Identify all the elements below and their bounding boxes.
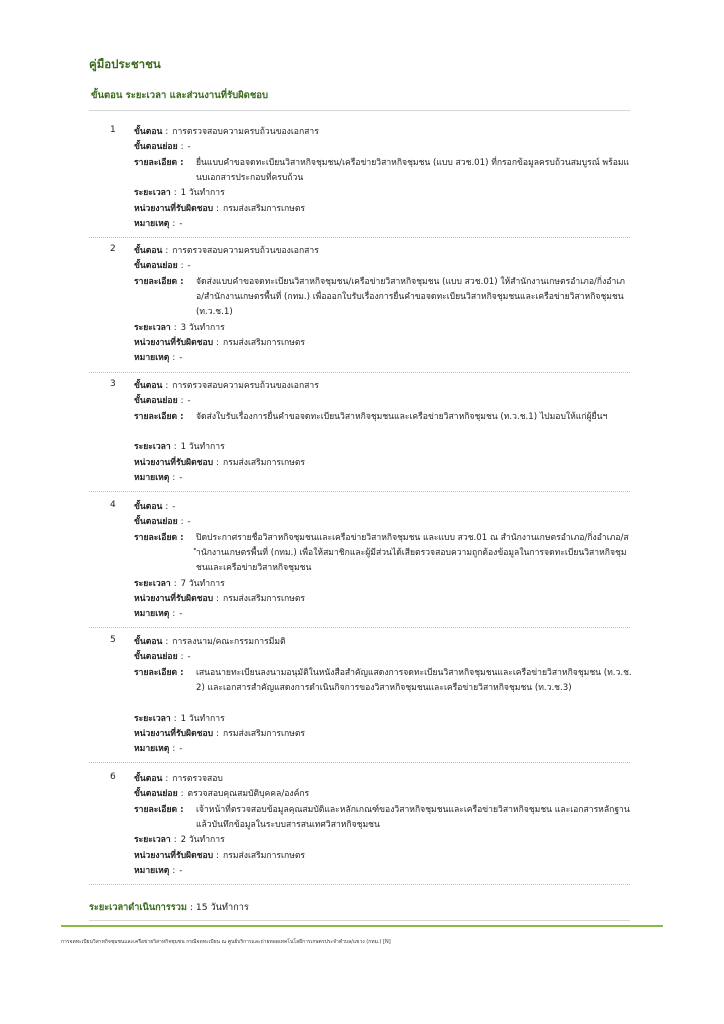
step-note-label: หมายเหตุ xyxy=(134,609,170,620)
step-title-value: การตรวจสอบ xyxy=(172,774,223,784)
step-agency-value: กรมส่งเสริมการเกษตร xyxy=(223,203,306,214)
step-note-value: - xyxy=(179,353,183,364)
section-title: ขั้นตอน ระยะเวลา และส่วนงานที่รับผิดชอบ xyxy=(91,90,269,101)
total-divider xyxy=(89,920,630,921)
step-note-label: หมายเหตุ xyxy=(134,865,170,876)
step-note-separator: : xyxy=(172,744,176,755)
step-duration-value: 1 วันทำการ xyxy=(180,188,225,199)
step-divider xyxy=(89,627,630,628)
step-title xyxy=(134,500,175,515)
step-duration-separator: : xyxy=(173,835,177,846)
step-note-separator: : xyxy=(172,472,176,483)
step-detail-separator: : xyxy=(180,532,184,543)
step-title-separator: : xyxy=(165,246,169,256)
step-title-separator: : xyxy=(165,381,169,391)
step-title-value: การตรวจสอบความครบถ้วนของเอกสาร xyxy=(172,381,319,391)
step-detail-value: ปิดประกาศรายชื่อวิสาหกิจชุมชนและเครือข่ายวิสาหกิจชุมชน และแบบ สวช.01 ณ สำนักงานเกษตรอำเภอ/กิ่งอำเภอ/สำนักงานเกษตรพื้นที่ (กทม.) เพื่อให้สมาชิกและผู้มีส่วนได้เสียตรวจสอบความถูกต้องข้อมูลในการจดทะเบียนวิสาหกิจชุมชนและเครือข่ายวิสาหกิจชุมชน xyxy=(196,532,629,573)
step-agency-label: หน่วยงานที่รับผิดชอบ xyxy=(134,457,214,468)
step-duration-value: 7 วันทำการ xyxy=(180,578,225,589)
step-substep-separator: : xyxy=(180,517,184,528)
step-divider xyxy=(89,491,630,492)
step-duration-label: ระยะเวลา xyxy=(134,578,171,589)
step-substep xyxy=(134,787,309,802)
step-agency-value: กรมส่งเสริมการเกษตร xyxy=(223,593,306,604)
step-duration-value: 1 วันทำการ xyxy=(180,442,225,453)
step-substep-value: - xyxy=(187,517,191,528)
step-detail-value: จัดส่งแบบคำขอจดทะเบียนวิสาหกิจชุมชน/เครือข่ายวิสาหกิจชุมชน (แบบ สวช.01) ให้สำนักงานเกษตรอำเภอ/กิ่งอำเภอ/สำนักงานเกษตรพื้นที่ (กทม.) เพื่อออกใบรับเรื่องการยื่นคำขอจดทะเบียนวิสาหกิจชุมชนและเครือข่ายวิสาหกิจชุมชน (ท.ว.ช.1) xyxy=(196,276,625,317)
step-note-label: หมายเหตุ xyxy=(134,218,170,229)
step-agency xyxy=(134,336,305,351)
step-agency-value: กรมส่งเสริมการเกษตร xyxy=(223,728,306,739)
step-detail-label xyxy=(134,666,184,681)
step-agency-separator: : xyxy=(216,728,220,739)
step-note-separator: : xyxy=(172,218,176,229)
step-duration-value: 3 วันทำการ xyxy=(180,322,225,333)
step-note-value: - xyxy=(179,865,183,876)
step-substep-value: - xyxy=(187,261,191,272)
footer-text: การจดทะเบียนวิสาหกิจชุมชนและเครือข่ายวิสาหกิจชุมชน กรณีจดทะเบียน ณ ศูนย์บริการและถ่ายทอดเทคโนโลยีการเกษตรประจำตำบล/แขวง (กทม.) [N] xyxy=(61,939,391,945)
step-detail-label-text: รายละเอียด xyxy=(134,157,178,168)
step-agency-value: กรมส่งเสริมการเกษตร xyxy=(223,457,306,468)
step-title-separator: : xyxy=(165,637,169,647)
step-substep-value: ตรวจสอบคุณสมบัติบุคคล/องค์กร xyxy=(187,789,310,800)
step-agency-separator: : xyxy=(216,337,220,348)
step-note xyxy=(134,471,182,486)
step-title-separator: : xyxy=(165,127,169,137)
step-divider xyxy=(89,762,630,763)
step-substep-label: ขั้นตอนย่อย xyxy=(134,396,178,407)
step-substep xyxy=(134,394,191,409)
step-duration-value: 1 วันทำการ xyxy=(180,713,225,724)
step-agency-separator: : xyxy=(216,850,220,861)
step-divider xyxy=(89,372,630,373)
step-agency-separator: : xyxy=(216,593,220,604)
step-title-label: ขั้นตอน xyxy=(134,637,163,647)
step-title xyxy=(134,244,319,259)
step-substep-separator: : xyxy=(180,142,184,153)
step-duration xyxy=(134,577,225,592)
step-note-value: - xyxy=(179,609,183,620)
step-title xyxy=(134,635,286,650)
step-duration xyxy=(134,833,225,848)
step-detail-label-text: รายละเอียด xyxy=(134,804,178,815)
step-detail-label xyxy=(134,531,184,546)
step-number: 3 xyxy=(110,379,116,389)
manual-title: คู่มือประชาชน xyxy=(89,57,161,71)
step-note-value: - xyxy=(179,744,183,755)
step-title-label: ขั้นตอน xyxy=(134,774,163,784)
step-duration-value: 2 วันทำการ xyxy=(180,835,225,846)
step-detail-separator: : xyxy=(180,804,184,815)
step-substep xyxy=(134,515,191,530)
step-detail-label xyxy=(134,275,184,290)
step-duration-separator: : xyxy=(173,322,177,333)
section-divider xyxy=(89,110,630,111)
step-duration-label: ระยะเวลา xyxy=(134,442,171,453)
step-substep-value: - xyxy=(187,142,191,153)
step-substep-label: ขั้นตอนย่อย xyxy=(134,261,178,272)
step-duration xyxy=(134,186,225,201)
step-title xyxy=(134,772,223,787)
step-title-label: ขั้นตอน xyxy=(134,381,163,391)
step-substep xyxy=(134,140,191,155)
step-note-separator: : xyxy=(172,609,176,620)
step-note-separator: : xyxy=(172,353,176,364)
step-agency xyxy=(134,456,305,471)
step-duration-label: ระยะเวลา xyxy=(134,322,171,333)
step-duration-label: ระยะเวลา xyxy=(134,188,171,199)
step-title xyxy=(134,125,319,140)
footer-divider xyxy=(61,925,663,927)
step-note xyxy=(134,607,182,622)
step-title xyxy=(134,379,319,394)
step-duration xyxy=(134,712,225,727)
step-duration-separator: : xyxy=(173,442,177,453)
step-detail-label xyxy=(134,156,184,171)
total-duration-value: 15 วันทำการ xyxy=(195,902,249,913)
step-number: 4 xyxy=(110,500,116,510)
step-title-value: การลงนาม/คณะกรรมการมีมติ xyxy=(172,637,286,647)
step-detail-label-text: รายละเอียด xyxy=(134,276,178,287)
step-duration-separator: : xyxy=(173,578,177,589)
step-note-label: หมายเหตุ xyxy=(134,472,170,483)
step-note xyxy=(134,217,182,232)
step-note-separator: : xyxy=(172,865,176,876)
step-detail-value: เสนอนายทะเบียนลงนามอนุมัติในหนังสือสำคัญแสดงการจดทะเบียนวิสาหกิจชุมชนและเครือข่ายวิสาหกิจชุมชน (ท.ว.ช.2) และเอกสารสำคัญแสดงการดำเนินกิจการของวิสาหกิจชุมชนและเครือข่ายวิสาหกิจชุมชน (ท.ว.ช.3) xyxy=(196,667,632,693)
step-title-separator: : xyxy=(165,502,169,512)
step-divider xyxy=(89,237,630,238)
step-agency-separator: : xyxy=(216,457,220,468)
step-detail-value: ยื่นแบบคำขอจดทะเบียนวิสาหกิจชุมชน/เครือข่ายวิสาหกิจชุมชน (แบบ สวช.01) ที่กรอกข้อมูลครบถ้วนสมบูรณ์ พร้อมแนบเอกสารประกอบที่ครบถ้วน xyxy=(196,157,630,183)
step-detail-separator: : xyxy=(180,667,184,678)
step-substep-label: ขั้นตอนย่อย xyxy=(134,789,178,800)
step-note xyxy=(134,742,182,757)
step-note-value: - xyxy=(179,218,183,229)
step-substep-label: ขั้นตอนย่อย xyxy=(134,517,178,528)
step-duration xyxy=(134,321,225,336)
step-divider xyxy=(89,884,630,885)
step-note xyxy=(134,351,182,366)
step-detail-separator: : xyxy=(180,276,184,287)
step-duration-label: ระยะเวลา xyxy=(134,835,171,846)
step-note-value: - xyxy=(179,472,183,483)
step-agency-label: หน่วยงานที่รับผิดชอบ xyxy=(134,203,214,214)
step-substep-value: - xyxy=(187,396,191,407)
step-number: 2 xyxy=(110,244,116,254)
step-substep-label: ขั้นตอนย่อย xyxy=(134,652,178,663)
step-substep-separator: : xyxy=(180,789,184,800)
step-duration-separator: : xyxy=(173,713,177,724)
step-title-label: ขั้นตอน xyxy=(134,502,163,512)
step-substep-separator: : xyxy=(180,652,184,663)
step-agency-label: หน่วยงานที่รับผิดชอบ xyxy=(134,728,214,739)
step-substep xyxy=(134,650,191,665)
step-title-label: ขั้นตอน xyxy=(134,246,163,256)
step-substep xyxy=(134,259,191,274)
step-detail-label-text: รายละเอียด xyxy=(134,532,178,543)
step-duration-separator: : xyxy=(173,188,177,199)
total-duration xyxy=(89,900,249,915)
step-agency-value: กรมส่งเสริมการเกษตร xyxy=(223,337,306,348)
step-substep-label: ขั้นตอนย่อย xyxy=(134,142,178,153)
step-title-value: การตรวจสอบความครบถ้วนของเอกสาร xyxy=(172,246,319,256)
step-number: 5 xyxy=(110,635,116,645)
step-agency xyxy=(134,592,305,607)
step-title-value: การตรวจสอบความครบถ้วนของเอกสาร xyxy=(172,127,319,137)
step-detail-label xyxy=(134,803,184,818)
total-duration-label: ระยะเวลาดำเนินการรวม xyxy=(89,902,187,913)
step-detail-label-text: รายละเอียด xyxy=(134,667,178,678)
step-detail-separator: : xyxy=(180,411,184,422)
step-agency xyxy=(134,849,305,864)
step-agency xyxy=(134,202,305,217)
step-detail-value: เจ้าหน้าที่ตรวจสอบข้อมูลคุณสมบัติและหลักเกณฑ์ของวิสาหกิจชุมชนและเครือข่ายวิสาหกิจชุมชน และเอกสารหลักฐาน แล้วบันทึกข้อมูลในระบบสารสนเทศวิสาหกิจชุมชน xyxy=(196,804,630,830)
step-detail-label xyxy=(134,410,184,425)
step-substep-separator: : xyxy=(180,396,184,407)
step-agency xyxy=(134,727,305,742)
step-agency-value: กรมส่งเสริมการเกษตร xyxy=(223,850,306,861)
step-agency-label: หน่วยงานที่รับผิดชอบ xyxy=(134,850,214,861)
step-number: 6 xyxy=(110,772,116,782)
step-agency-label: หน่วยงานที่รับผิดชอบ xyxy=(134,337,214,348)
step-detail-label-text: รายละเอียด xyxy=(134,411,178,422)
step-note-label: หมายเหตุ xyxy=(134,744,170,755)
step-substep-separator: : xyxy=(180,261,184,272)
step-note-label: หมายเหตุ xyxy=(134,353,170,364)
total-duration-separator: : xyxy=(189,902,193,913)
step-agency-separator: : xyxy=(216,203,220,214)
step-duration-label: ระยะเวลา xyxy=(134,713,171,724)
step-title-separator: : xyxy=(165,774,169,784)
step-note xyxy=(134,864,182,879)
step-title-label: ขั้นตอน xyxy=(134,127,163,137)
step-agency-label: หน่วยงานที่รับผิดชอบ xyxy=(134,593,214,604)
step-detail-separator: : xyxy=(180,157,184,168)
step-title-value: - xyxy=(172,502,176,512)
step-substep-value: - xyxy=(187,652,191,663)
step-number: 1 xyxy=(110,125,116,135)
step-detail-value: จัดส่งใบรับเรื่องการยื่นคำขอจดทะเบียนวิสาหกิจชุมชนและเครือข่ายวิสาหกิจชุมชน (ท.ว.ช.1) ไปมอบให้แก่ผู้ยื่นฯ xyxy=(196,411,608,422)
step-duration xyxy=(134,440,225,455)
